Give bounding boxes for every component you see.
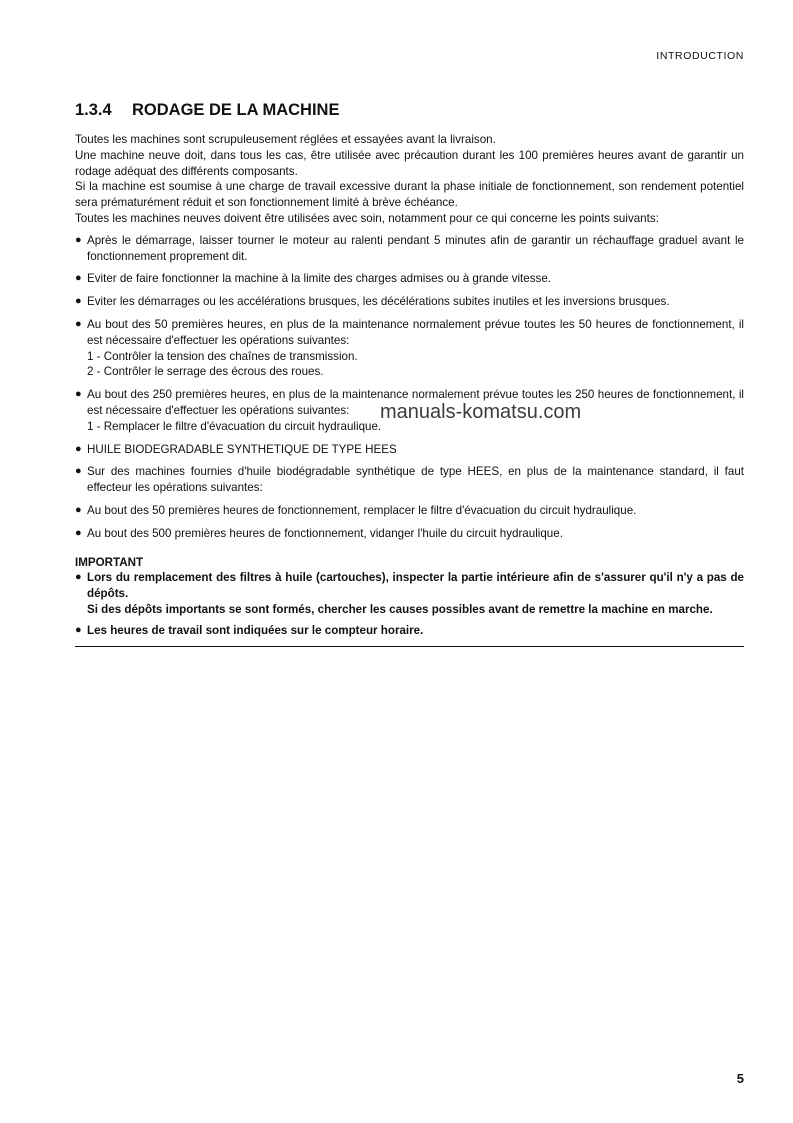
bullet-icon: ●	[75, 465, 82, 478]
list-item-text: Eviter les démarrages ou les accélérations brusques, les décélérations subites inutiles et les inversions brusques.	[87, 295, 670, 309]
list-item	[75, 464, 744, 496]
list-item	[75, 442, 744, 458]
intro-paragraph: Une machine neuve doit, dans tous les cas, être utilisée avec précaution durant les 100 premières heures avant de garantir un rodage adéquat des différents composants.	[75, 148, 744, 178]
list-item-text: HUILE BIODEGRADABLE SYNTHETIQUE DE TYPE HEES	[87, 442, 397, 456]
important-item	[75, 623, 744, 639]
watermark: manuals-komatsu.com	[380, 401, 582, 423]
list-item-text: Au bout des 500 premières heures de fonctionnement, vidanger l'huile du circuit hydraulique.	[87, 526, 563, 540]
section-title	[75, 101, 339, 120]
intro-paragraph: Toutes les machines sont scrupuleusement réglées et essayées avant la livraison.	[75, 133, 496, 146]
bullet-icon: ●	[75, 526, 82, 539]
list-item-text: Eviter de faire fonctionner la machine à la limite des charges admises ou à grande vitesse.	[87, 272, 551, 286]
important-item	[75, 570, 744, 617]
bullet-icon: ●	[75, 317, 82, 330]
list-item-text: Au bout des 50 premières heures de fonctionnement, remplacer le filtre d'évacuation du circuit hydraulique.	[87, 503, 637, 517]
list-sub-step: 1 - Contrôler la tension des chaînes de transmission.	[87, 349, 358, 363]
important-item-text: Lors du remplacement des filtres à huile (cartouches), inspecter la partie intérieure afin de s'assurer qu'il n'y a pas de dépôts.	[87, 571, 744, 601]
important-list	[75, 570, 744, 638]
intro-paragraph: Toutes les machines neuves doivent être utilisées avec soin, notamment pour ce qui concerne les points suivants:	[75, 211, 659, 225]
important-item-text: Les heures de travail sont indiquées sur le compteur horaire.	[87, 623, 424, 637]
bullet-icon: ●	[75, 388, 82, 401]
important-notice	[75, 555, 744, 647]
bullet-icon: ●	[75, 272, 82, 285]
break-in-list	[75, 233, 744, 542]
section-divider	[75, 646, 744, 647]
list-item	[75, 294, 744, 310]
important-item-note: Si des dépôts importants se sont formés, chercher les causes possibles avant de remettre la machine en marche.	[87, 602, 713, 616]
list-item-text: Sur des machines fournies d'huile biodégradable synthétique de type HEES, en plus de la maintenance standard, il faut effecteur les opérations suivantes:	[87, 465, 744, 495]
section-number: 1.3.4	[75, 101, 112, 119]
section-title-text: RODAGE DE LA MACHINE	[132, 101, 340, 119]
body-content	[75, 132, 744, 647]
list-item-text: Au bout des 250 premières heures, en plus de la maintenance normalement prévue toutes les 250 heures de fonctionnement, il est nécessaire d'effectuer les opérations suivantes:	[87, 388, 744, 417]
list-item	[75, 503, 744, 519]
list-item	[75, 233, 744, 265]
bullet-icon: ●	[75, 571, 82, 584]
running-header: INTRODUCTION	[656, 50, 744, 62]
bullet-icon: ●	[75, 442, 82, 455]
list-item	[75, 271, 744, 287]
list-item-text: Après le démarrage, laisser tourner le moteur au ralenti pendant 5 minutes afin de garantir un réchauffage graduel avant le fonctionnement proprement dit.	[87, 233, 744, 263]
list-item	[75, 526, 744, 542]
page-number: 5	[736, 1071, 744, 1086]
intro-paragraphs	[75, 132, 744, 227]
bullet-icon: ●	[75, 233, 82, 246]
bullet-icon: ●	[75, 295, 82, 308]
list-item	[75, 317, 744, 380]
bullet-icon: ●	[75, 623, 82, 636]
list-item-text: Au bout des 50 premières heures, en plus de la maintenance normalement prévue toutes les 50 heures de fonctionnement, il est nécessaire d'effectuer les opérations suivantes:	[87, 317, 744, 347]
bullet-icon: ●	[75, 503, 82, 516]
list-sub-step: 1 - Remplacer le filtre d'évacuation du circuit hydraulique.	[87, 419, 382, 433]
important-heading: IMPORTANT	[75, 555, 144, 569]
list-sub-step: 2 - Contrôler le serrage des écrous des roues.	[87, 365, 324, 379]
intro-paragraph: Si la machine est soumise à une charge de travail excessive durant la phase initiale de fonctionnement, son rendement potentiel sera prématurément réduit et son fonctionnement limité à brève échéance.	[75, 180, 744, 210]
